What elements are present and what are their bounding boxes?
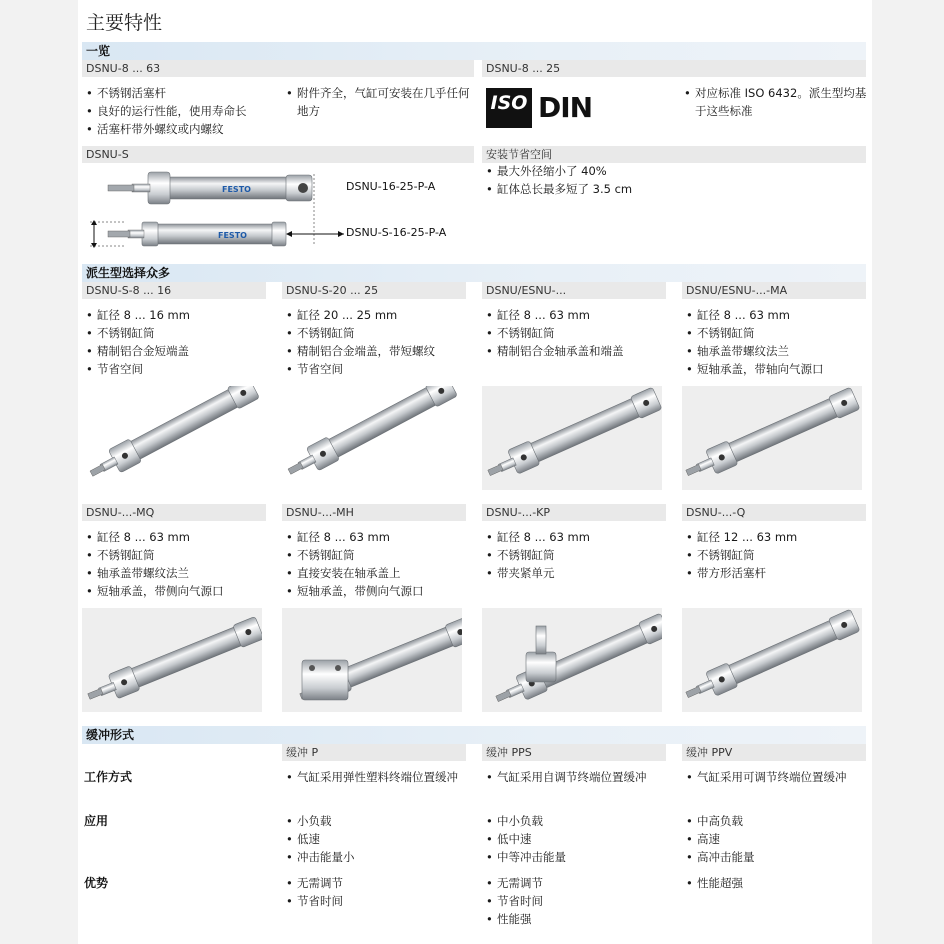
bullet-item: • 缸径 8 ... 63 mm <box>684 306 868 324</box>
cylinder-dsnu-image <box>108 172 312 204</box>
bullet-item: • 不锈钢缸筒 <box>284 324 476 342</box>
cushion-col-header: 缓冲 PPV <box>682 744 866 761</box>
variant-subheader: DSNU/ESNU-... <box>482 282 666 299</box>
cushion-cell <box>484 874 676 928</box>
bullet-item: • 不锈钢缸筒 <box>84 324 274 342</box>
variant-bullets <box>84 306 274 378</box>
din-logo-text: DIN <box>538 91 593 124</box>
bullet-item: • 不锈钢缸筒 <box>84 546 276 564</box>
variant-subheader: DSNU-...-KP <box>482 504 666 521</box>
variant-bullets <box>684 528 868 582</box>
bullet-item: • 附件齐全，气缸可安装在几乎任何地方 <box>284 84 474 120</box>
bullet-item: • 缸径 8 ... 63 mm <box>484 528 676 546</box>
bullet-item: • 缸径 8 ... 16 mm <box>84 306 274 324</box>
overview-right-bullets <box>682 84 868 120</box>
cushion-cell <box>284 812 472 866</box>
bullet-item: • 不锈钢缸筒 <box>484 546 676 564</box>
bullet-item: • 对应标准 ISO 6432。派生型均基于这些标准 <box>682 84 868 120</box>
section-header-cushioning: 缓冲形式 <box>82 726 866 744</box>
cylinder-comparison-illustration <box>82 164 346 256</box>
bullet-item: • 不锈钢缸筒 <box>284 546 476 564</box>
row-label-advantage: 优势 <box>84 876 109 890</box>
bullet-item: • 不锈钢缸筒 <box>684 546 868 564</box>
bullet-item: • 节省时间 <box>284 892 472 910</box>
product-image-dsnu-s-8-16 <box>82 386 262 490</box>
product-image-dsnu-mq <box>82 608 262 712</box>
bullet-item: • 高冲击能量 <box>684 848 870 866</box>
bullet-item: • 缸体总长最多短了 3.5 cm <box>484 180 864 198</box>
bullet-item: • 精制铝合金端盖，带短螺纹 <box>284 342 476 360</box>
bullet-item: • 节省时间 <box>484 892 676 910</box>
bullet-item: • 不锈钢活塞杆 <box>84 84 280 102</box>
row-label-application: 应用 <box>84 814 109 828</box>
variant-bullets <box>684 306 868 378</box>
din-logo <box>538 88 593 128</box>
variant-subheader: DSNU-S-20 ... 25 <box>282 282 466 299</box>
iso-logo <box>486 88 532 128</box>
overview-left-bullets <box>84 84 280 138</box>
bullet-item: • 小负载 <box>284 812 472 830</box>
bullet-item: • 无需调节 <box>284 874 472 892</box>
festo-logo-top: FESTO <box>222 185 251 194</box>
bullet-item: • 中小负载 <box>484 812 676 830</box>
bullet-item: • 气缸采用自调节终端位置缓冲 <box>484 768 676 786</box>
page-title: 主要特性 <box>86 12 163 34</box>
bullet-item: • 气缸采用可调节终端位置缓冲 <box>684 768 870 786</box>
bullet-item: • 高速 <box>684 830 870 848</box>
label-dsnu-16-25-p-a: DSNU-16-25-P-A <box>346 180 436 193</box>
cushion-cell <box>484 768 676 786</box>
bullet-item: • 缸径 8 ... 63 mm <box>284 528 476 546</box>
bullet-item: • 轴承盖带螺纹法兰 <box>684 342 868 360</box>
iso-logo-text: ISO <box>490 92 528 114</box>
bullet-item: • 气缸采用弹性塑料终端位置缓冲 <box>284 768 472 786</box>
cushion-col-header: 缓冲 PPS <box>482 744 666 761</box>
bullet-item: • 良好的运行性能，使用寿命长 <box>84 102 280 120</box>
festo-logo-bottom: FESTO <box>218 231 247 240</box>
bullet-item: • 缸径 20 ... 25 mm <box>284 306 476 324</box>
product-image-dsnu-q <box>682 608 862 712</box>
variant-subheader: DSNU/ESNU-...-MA <box>682 282 866 299</box>
subheader-dsnu-s: DSNU-S <box>82 146 474 163</box>
subheader-space-saving: 安装节省空间 <box>482 146 866 163</box>
bullet-item: • 精制铝合金短端盖 <box>84 342 274 360</box>
cushion-cell <box>484 812 676 866</box>
variant-bullets <box>484 528 676 582</box>
bullet-item: • 缸径 12 ... 63 mm <box>684 528 868 546</box>
bullet-item: • 节省空间 <box>284 360 476 378</box>
bullet-item: • 活塞杆带外螺纹或内螺纹 <box>84 120 280 138</box>
page <box>78 0 872 944</box>
bullet-item: • 最大外径缩小了 40% <box>484 162 864 180</box>
overview-mid-bullets <box>284 84 474 120</box>
bullet-item: • 性能强 <box>484 910 676 928</box>
variant-bullets <box>484 306 676 360</box>
bullet-item: • 缸径 8 ... 63 mm <box>484 306 676 324</box>
cushion-cell <box>684 812 870 866</box>
bullet-item: • 中高负载 <box>684 812 870 830</box>
bullet-item: • 不锈钢缸筒 <box>484 324 676 342</box>
bullet-item: • 无需调节 <box>484 874 676 892</box>
label-dsnu-s-16-25-p-a: DSNU-S-16-25-P-A <box>346 226 447 239</box>
product-image-dsnu-kp <box>482 608 662 712</box>
bullet-item: • 冲击能量小 <box>284 848 472 866</box>
bullet-item: • 节省空间 <box>84 360 274 378</box>
bullet-item: • 不锈钢缸筒 <box>684 324 868 342</box>
space-saving-bullets <box>484 162 864 198</box>
bullet-item: • 低速 <box>284 830 472 848</box>
bullet-item: • 低中速 <box>484 830 676 848</box>
product-image-dsnu-esnu <box>482 386 662 490</box>
variant-bullets <box>284 528 476 600</box>
bullet-item: • 性能超强 <box>684 874 870 892</box>
cushion-col-header: 缓冲 P <box>282 744 466 761</box>
bullet-item: • 短轴承盖，带侧向气源口 <box>284 582 476 600</box>
bullet-item: • 带方形活塞杆 <box>684 564 868 582</box>
subheader-dsnu-8-63: DSNU-8 ... 63 <box>82 60 474 77</box>
cylinder-dsnu-s-image <box>108 222 286 246</box>
bullet-item: • 中等冲击能量 <box>484 848 676 866</box>
product-image-dsnu-mh <box>282 608 462 712</box>
cushion-cell <box>684 768 870 786</box>
variant-bullets <box>284 306 476 378</box>
bullet-item: • 轴承盖带螺纹法兰 <box>84 564 276 582</box>
section-header-variants: 派生型选择众多 <box>82 264 866 282</box>
variant-subheader: DSNU-...-MH <box>282 504 466 521</box>
bullet-item: • 短轴承盖，带侧向气源口 <box>84 582 276 600</box>
variant-subheader: DSNU-...-Q <box>682 504 866 521</box>
cushion-cell <box>284 874 472 910</box>
variant-bullets <box>84 528 276 600</box>
product-image-dsnu-esnu-ma <box>682 386 862 490</box>
variant-subheader: DSNU-...-MQ <box>82 504 266 521</box>
section-header-overview: 一览 <box>82 42 866 60</box>
cushion-cell <box>284 768 472 786</box>
cushion-cell <box>684 874 870 892</box>
subheader-dsnu-8-25: DSNU-8 ... 25 <box>482 60 866 77</box>
bullet-item: • 短轴承盖，带轴向气源口 <box>684 360 868 378</box>
bullet-item: • 直接安装在轴承盖上 <box>284 564 476 582</box>
row-label-operation: 工作方式 <box>84 770 133 784</box>
bullet-item: • 精制铝合金轴承盖和端盖 <box>484 342 676 360</box>
bullet-item: • 缸径 8 ... 63 mm <box>84 528 276 546</box>
variant-subheader: DSNU-S-8 ... 16 <box>82 282 266 299</box>
product-image-dsnu-s-20-25 <box>282 386 462 490</box>
bullet-item: • 带夹紧单元 <box>484 564 676 582</box>
